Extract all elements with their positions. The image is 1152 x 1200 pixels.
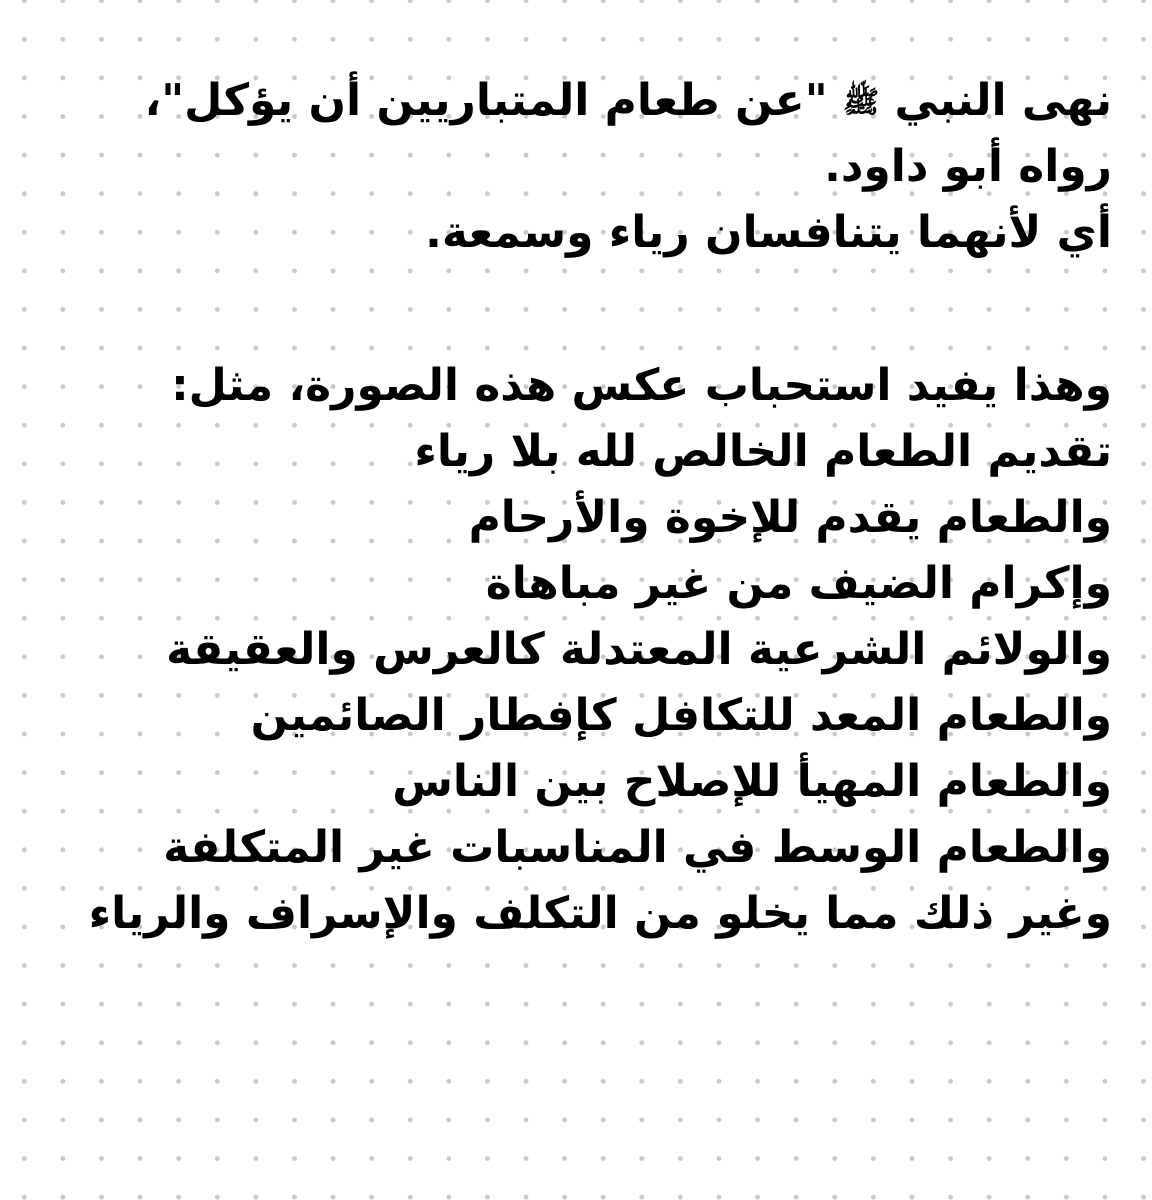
list-item: وغير ذلك مما يخلو من التكلف والإسراف والرياء: [88, 888, 1112, 939]
hadith-quote: "عن طعام المتباريين أن يؤكل"،: [144, 75, 828, 126]
list-item: والولائم الشرعية المعتدلة كالعرس والعقيقة: [166, 624, 1112, 675]
paragraph-gap: [32, 266, 1112, 353]
list-item: تقديم الطعام الخالص لله بلا رياء: [414, 426, 1112, 477]
hadith-start: نهى النبي: [894, 75, 1112, 126]
list-item: وإكرام الضيف من غير مباهاة: [485, 558, 1112, 609]
salawat-honorific: ﷺ: [842, 85, 880, 120]
list-heading: وهذا يفيد استحباب عكس هذه الصورة، مثل:: [171, 360, 1112, 411]
hadith-source: رواه أبو داود.: [824, 141, 1112, 192]
list-item: والطعام المهيأ للإصلاح بين الناس: [392, 756, 1112, 807]
list-item: والطعام يقدم للإخوة والأرحام: [468, 492, 1112, 543]
hadith-line: [32, 68, 1112, 134]
list-item: والطعام المعد للتكافل كإفطار الصائمين: [250, 690, 1112, 741]
note-text: [32, 68, 1112, 947]
list-item: والطعام الوسط في المناسبات غير المتكلفة: [163, 822, 1112, 873]
hadith-explanation: أي لأنهما يتنافسان رياء وسمعة.: [425, 207, 1112, 258]
